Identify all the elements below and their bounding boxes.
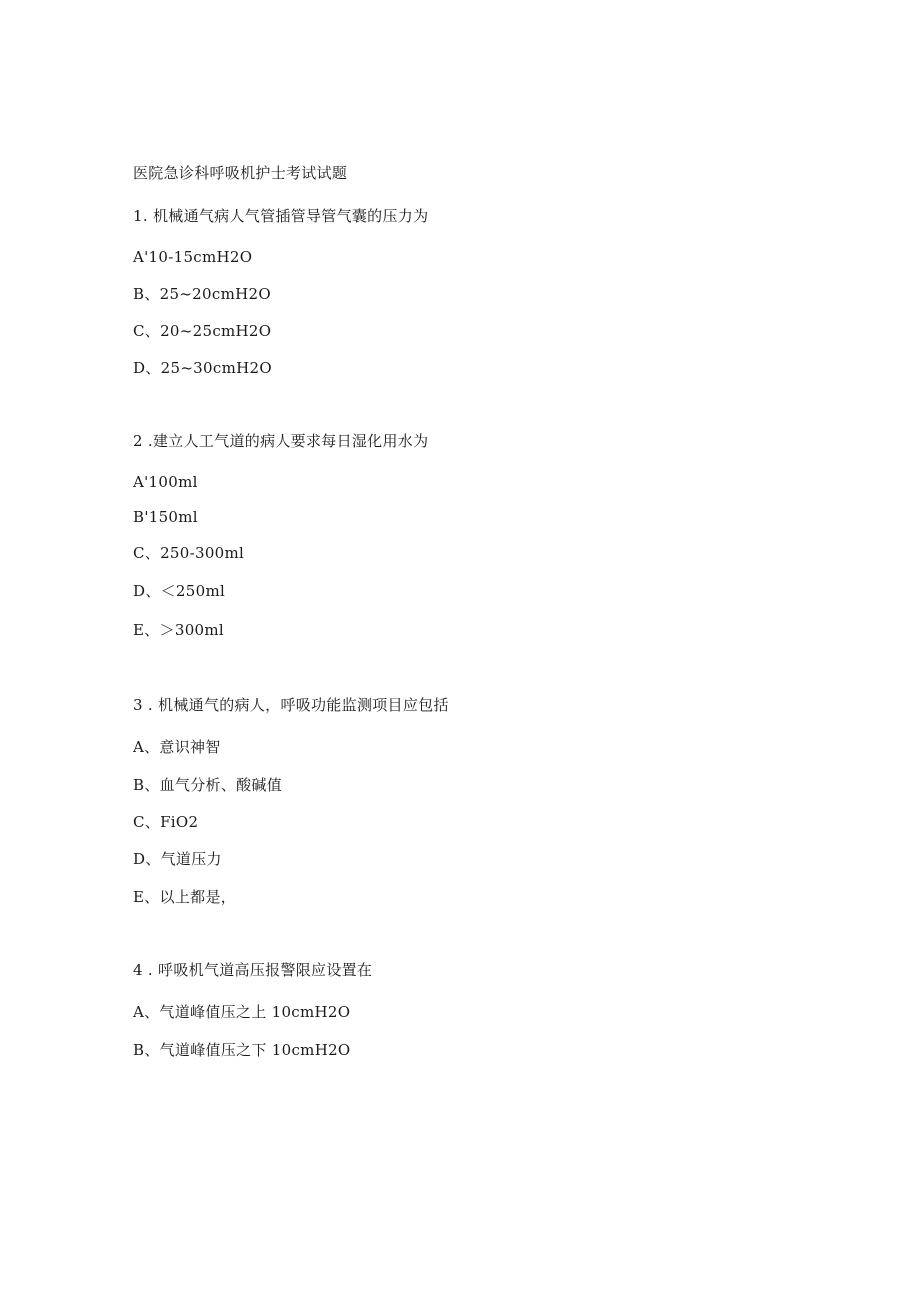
question-3-option-b: B、血气分析、酸碱值 bbox=[133, 776, 283, 794]
question-2-stem: 2 .建立人工气道的病人要求每日湿化用水为 bbox=[133, 432, 429, 450]
question-1-stem: 1. 机械通气病人气管插管导管气囊的压力为 bbox=[133, 207, 429, 225]
question-1-option-c: C、20~25cmH2O bbox=[133, 322, 272, 340]
question-2-option-a: A'100ml bbox=[133, 473, 198, 491]
question-4-stem: 4 . 呼吸机气道高压报警限应设置在 bbox=[133, 961, 373, 979]
question-3-option-c: C、FiO2 bbox=[133, 813, 199, 831]
question-3-option-d: D、气道压力 bbox=[133, 850, 222, 868]
question-3-option-e: E、以上都是， bbox=[133, 888, 237, 906]
question-2-option-e: E、＞300ml bbox=[133, 621, 225, 639]
question-3-option-a: A、意识神智 bbox=[133, 738, 221, 756]
document-title: 医院急诊科呼吸机护士考试试题 bbox=[133, 164, 348, 182]
question-1-option-d: D、25~30cmH2O bbox=[133, 359, 272, 377]
question-3-stem: 3 . 机械通气的病人，呼吸功能监测项目应包括 bbox=[133, 696, 449, 714]
question-1-option-b: B、25~20cmH2O bbox=[133, 285, 271, 303]
question-2-option-c: C、250-300ml bbox=[133, 544, 245, 562]
question-4-option-a: A、气道峰值压之上 10cmH2O bbox=[133, 1003, 351, 1021]
question-1-option-a: A'10-15cmH2O bbox=[133, 248, 253, 266]
question-2-option-b: B'150ml bbox=[133, 508, 198, 526]
question-2-option-d: D、＜250ml bbox=[133, 582, 226, 600]
question-4-option-b: B、气道峰值压之下 10cmH2O bbox=[133, 1041, 351, 1059]
